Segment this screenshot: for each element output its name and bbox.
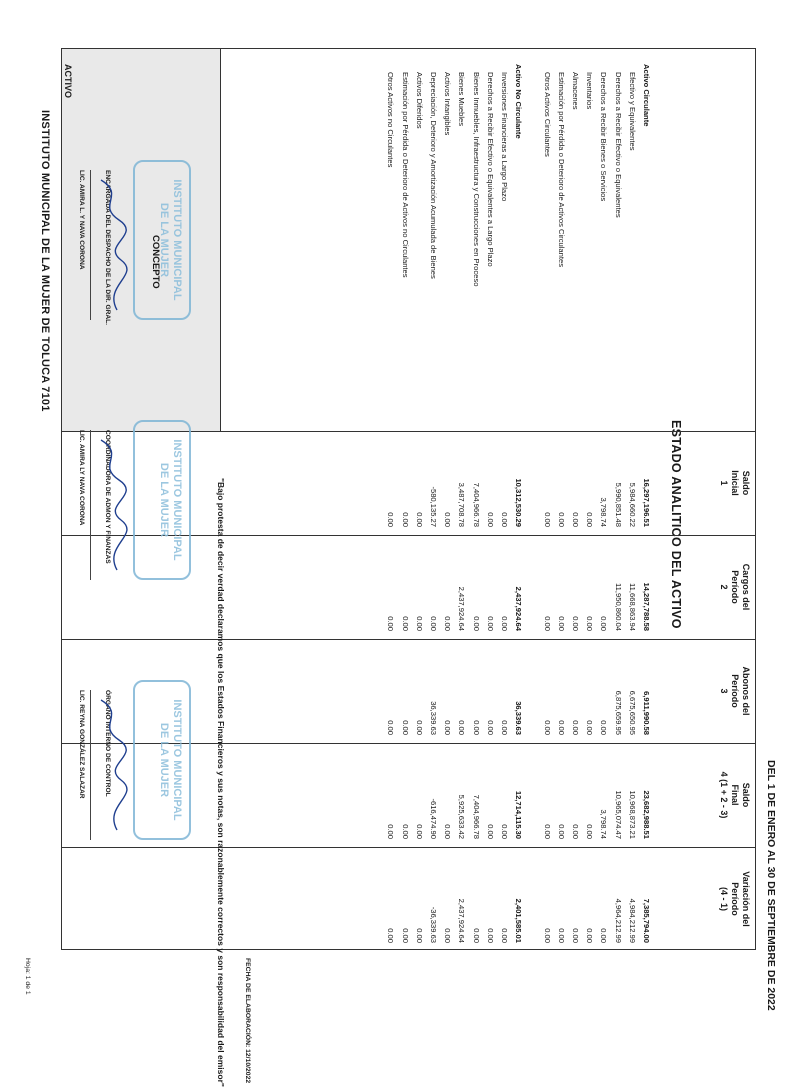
table-cell: 3,798.74 xyxy=(599,497,609,527)
table-cell: 6,675,650.95 xyxy=(627,690,637,735)
table-cell: 0.00 xyxy=(443,512,453,527)
table-cell: 0.00 xyxy=(556,824,566,839)
signatory-role: COORDINADORA DE ADMON Y FINANZAS xyxy=(104,430,111,564)
table-cell: 0.00 xyxy=(400,824,410,839)
stamp-line: INSTITUTO MUNICIPAL xyxy=(171,699,183,821)
table-cell: 0.00 xyxy=(500,720,509,735)
table-cell: 0.00 xyxy=(414,616,424,631)
table-cell: -36,339.63 xyxy=(429,906,438,943)
column-header-line: Saldo xyxy=(741,782,751,808)
table-cell: 0.00 xyxy=(485,720,495,735)
column-header-variacion xyxy=(718,847,751,951)
column-header-saldo-inicial xyxy=(718,431,751,535)
table-cell: 7,404,966.78 xyxy=(471,482,481,527)
row-label: Derechos a Recibir Efectivo o Equivalentes xyxy=(613,72,623,218)
row-label: Depreciación, Deterioro y Amortización Acumulada de Bienes xyxy=(429,72,438,279)
table-cell: 2,401,585.01 xyxy=(514,898,524,943)
table-cell: 0.00 xyxy=(386,512,396,527)
stamp-line: INSTITUTO MUNICIPAL xyxy=(171,179,183,301)
table-cell: 0.00 xyxy=(414,512,424,527)
table-cell: 0.00 xyxy=(542,824,552,839)
report-period: DEL 1 DE ENERO AL 30 DE SEPTIEMBRE DE 2022 xyxy=(765,760,777,1011)
table-divider xyxy=(61,639,756,640)
table-cell: 23,682,988.51 xyxy=(642,790,651,839)
column-header-line: Variación del xyxy=(741,871,751,927)
row-label: Activos Diferidos xyxy=(414,72,424,129)
signatory-role: ENCARGADA DEL DESPACHO DE LA DIR. GRAL. xyxy=(104,170,111,325)
row-label: Bienes Inmuebles, Infraestructura y Construcciones en Proceso xyxy=(471,72,481,287)
row-label: Bienes Muebles xyxy=(457,72,467,127)
column-header-line: Abonos del xyxy=(741,666,751,716)
column-header-line: 4 (1 + 2 - 3) xyxy=(719,771,729,819)
table-cell: 0.00 xyxy=(386,928,396,943)
table-cell: 0.00 xyxy=(443,928,453,943)
handwritten-signature xyxy=(91,695,131,835)
row-label: Otros Activos no Circulantes xyxy=(386,72,396,168)
handwritten-signature xyxy=(91,175,131,315)
table-cell: 6,911,990.58 xyxy=(642,691,651,735)
table-cell: 36,339.63 xyxy=(429,701,438,735)
table-cell: 0.00 xyxy=(414,720,424,735)
table-cell: 0.00 xyxy=(471,720,481,735)
table-cell: 0.00 xyxy=(386,720,396,735)
table-cell: 10,312,530.29 xyxy=(514,478,524,527)
table-cell: 5,984,660.22 xyxy=(627,482,637,527)
institution-stamp xyxy=(133,420,191,580)
table-cell: 0.00 xyxy=(599,928,609,943)
table-cell: 0.00 xyxy=(429,616,438,631)
row-label: Inventarios xyxy=(585,72,595,110)
table-cell: 0.00 xyxy=(471,928,481,943)
table-cell: 6,875,659.95 xyxy=(613,690,623,735)
table-cell: 0.00 xyxy=(386,824,396,839)
table-cell: 0.00 xyxy=(500,928,509,943)
table-cell: 0.00 xyxy=(585,824,595,839)
table-cell: 3,798.74 xyxy=(599,809,609,839)
table-cell: 0.00 xyxy=(471,616,481,631)
column-header-line: Período xyxy=(730,570,740,604)
column-header-line: Período xyxy=(730,882,740,916)
table-cell: 0.00 xyxy=(542,512,552,527)
table-cell: 10,965,074.47 xyxy=(613,790,623,839)
table-cell: 0.00 xyxy=(485,616,495,631)
table-cell: 0.00 xyxy=(571,512,580,527)
table-cell: 0.00 xyxy=(386,616,396,631)
table-cell: 0.00 xyxy=(414,824,424,839)
table-cell: 0.00 xyxy=(585,616,595,631)
signatory-name: LIC. AMIRA LY NAVA CORONA xyxy=(78,430,85,526)
table-cell: 0.00 xyxy=(414,928,424,943)
table-cell: 2,437,924.64 xyxy=(457,898,467,943)
fecha-elaboracion: FECHA DE ELABORACIÓN: 12/10/2022 xyxy=(244,958,251,1084)
table-cell: 0.00 xyxy=(485,928,495,943)
table-cell: 3,487,708.78 xyxy=(457,482,467,527)
column-header-line: Saldo xyxy=(741,470,751,496)
handwritten-signature xyxy=(91,435,131,575)
column-header-line: 3 xyxy=(719,688,729,694)
table-cell: 0.00 xyxy=(556,928,566,943)
table-cell: 0.00 xyxy=(485,824,495,839)
table-cell: -580,135.27 xyxy=(429,486,438,527)
table-cell: 0.00 xyxy=(485,512,495,527)
table-cell: 36,339.63 xyxy=(514,701,524,735)
row-label: Activos Intangibles xyxy=(443,72,453,136)
signatory-name: LIC. AMIRA L. Y NAVA CORONA xyxy=(78,170,85,270)
row-label: Inversiones Financieras a Largo Plazo xyxy=(500,72,509,202)
table-cell: 7,385,794.00 xyxy=(642,898,651,943)
table-cell: 12,714,115.30 xyxy=(514,790,524,839)
table-cell: 0.00 xyxy=(500,512,509,527)
table-divider xyxy=(61,847,756,848)
table-cell: 0.00 xyxy=(556,616,566,631)
table-cell: 16,297,196.51 xyxy=(642,478,651,527)
column-header-line: Cargos del xyxy=(741,563,751,611)
row-label: Estimación por Pérdida o Deterioro de Activos no Circulantes xyxy=(400,72,410,278)
row-label: Efectivo y Equivalentes xyxy=(627,72,637,151)
table-cell: 0.00 xyxy=(599,616,609,631)
table-cell: 0.00 xyxy=(585,928,595,943)
table-cell: 0.00 xyxy=(400,720,410,735)
institution-stamp xyxy=(133,160,191,320)
column-header-saldo-final xyxy=(718,743,751,847)
row-label: Derechos a Recibir Bienes o Servicios xyxy=(599,72,609,202)
table-divider xyxy=(220,48,221,431)
page-number: Hoja: 1 de 1 xyxy=(24,958,31,995)
row-label: Activo No Circulante xyxy=(514,64,524,139)
table-cell: 14,287,788.58 xyxy=(642,582,651,631)
row-label: Estimación por Pérdida o Deterioro de Activos Circulantes xyxy=(556,72,566,267)
table-cell: 0.00 xyxy=(400,512,410,527)
table-cell: 0.00 xyxy=(443,616,453,631)
concepto-header: CONCEPTO xyxy=(150,235,161,289)
table-cell: 0.00 xyxy=(585,720,595,735)
column-header-abonos xyxy=(718,639,751,743)
stamp-line: DE LA MUJER xyxy=(158,722,170,798)
column-header-line: Inicial xyxy=(730,470,740,496)
column-header-line: 1 xyxy=(719,480,729,486)
stamp-line: DE LA MUJER xyxy=(158,462,170,538)
column-header-line: (4 - 1) xyxy=(719,886,729,911)
declaration-text: "Bajo protesta de decir verdad declaramos que los Estados Financieros y sus notas, son razonablemente correctos y son responsabilidad del emisor" xyxy=(216,478,226,1087)
table-cell: -616,474.90 xyxy=(429,798,438,839)
table-cell: 0.00 xyxy=(571,616,580,631)
table-cell: 11,950,860.04 xyxy=(613,583,623,631)
report-title: ESTADO ANALITICO DEL ACTIVO xyxy=(669,420,683,629)
table-cell: 10,968,873.21 xyxy=(627,790,637,839)
table-cell: 2,437,924.64 xyxy=(457,586,467,631)
institution-stamp xyxy=(133,680,191,840)
table-cell: 0.00 xyxy=(599,720,609,735)
table-cell: 0.00 xyxy=(571,720,580,735)
table-cell: 2,437,924.64 xyxy=(514,586,524,631)
table-cell: 0.00 xyxy=(400,616,410,631)
table-cell: 0.00 xyxy=(443,720,453,735)
table-cell: 0.00 xyxy=(443,824,453,839)
table-cell: 0.00 xyxy=(542,928,552,943)
table-cell: 0.00 xyxy=(500,616,509,631)
table-cell: 0.00 xyxy=(571,928,580,943)
table-cell: 0.00 xyxy=(542,616,552,631)
table-cell: 0.00 xyxy=(400,928,410,943)
table-cell: 0.00 xyxy=(556,512,566,527)
column-header-line: Final xyxy=(730,784,740,806)
stamp-line: DE LA MUJER xyxy=(158,202,170,278)
table-cell: 0.00 xyxy=(571,824,580,839)
section-label: ACTIVO xyxy=(63,64,73,99)
signatory-role: ÓRGANO INTERNO DE CONTROL xyxy=(104,690,111,797)
table-cell: 0.00 xyxy=(585,512,595,527)
column-header-line: Período xyxy=(730,674,740,708)
table-cell: 5,990,851.48 xyxy=(613,482,623,527)
table-cell: 4,984,212.99 xyxy=(627,898,637,943)
row-label: Otros Activos Circulantes xyxy=(542,72,552,157)
table-cell: 5,925,633.42 xyxy=(457,794,467,839)
table-cell: 11,668,863.94 xyxy=(627,583,637,631)
table-cell: 0.00 xyxy=(500,824,509,839)
column-header-cargos xyxy=(718,535,751,639)
row-label: Derechos a Recibir Efectivo o Equivalentes a Largo Plazo xyxy=(485,72,495,267)
table-cell: 0.00 xyxy=(556,720,566,735)
entity-title: INSTITUTO MUNICIPAL DE LA MUJER DE TOLUCA 7101 xyxy=(39,110,51,412)
row-label: Almacenes xyxy=(571,72,580,110)
column-header-line: 2 xyxy=(719,584,729,590)
stamp-line: INSTITUTO MUNICIPAL xyxy=(171,439,183,561)
row-label: Activo Circulante xyxy=(642,64,651,127)
table-cell: 7,404,966.78 xyxy=(471,794,481,839)
table-cell: 0.00 xyxy=(457,720,467,735)
signatory-name: LIC. REYNA GONZÁLEZ SALAZAR xyxy=(78,690,85,799)
table-cell: 0.00 xyxy=(542,720,552,735)
table-cell: 4,964,212.99 xyxy=(613,898,623,943)
